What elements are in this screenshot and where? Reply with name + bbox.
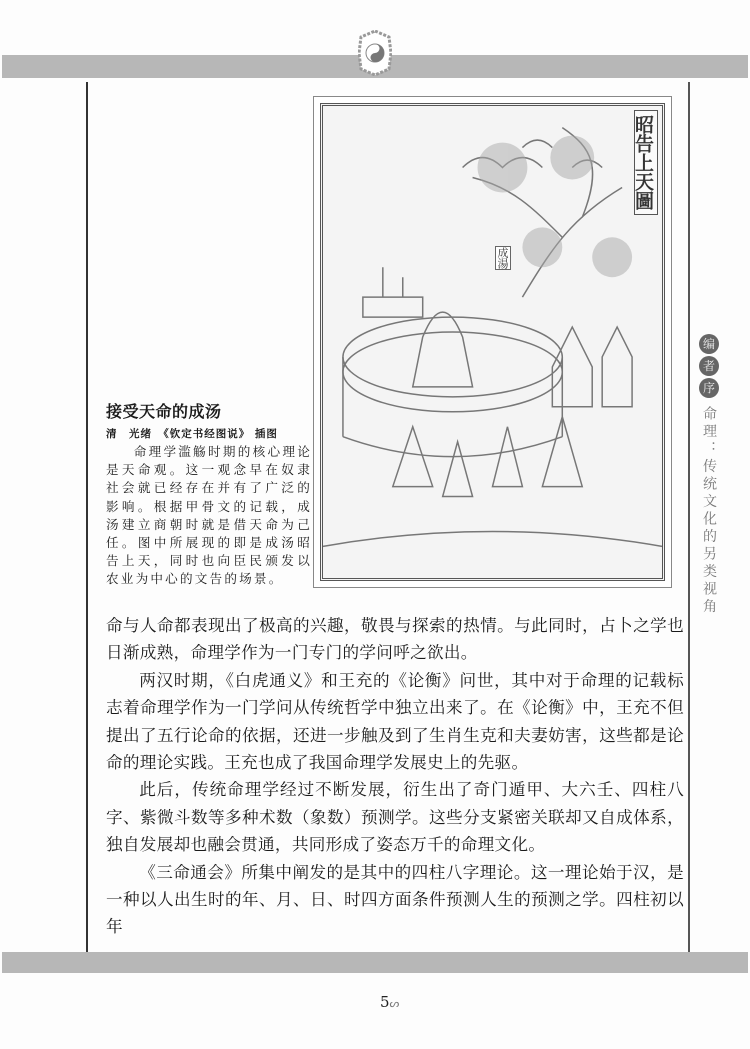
page-number [380,993,399,1011]
illustration-frame [313,96,672,588]
caption-title: 接受天命的成汤 [106,402,222,421]
side-badge-char: 编 [699,334,719,354]
page-flourish-icon: ᔕ [389,997,400,1010]
side-badge-char: 者 [699,356,719,376]
illustration-woodcut [320,103,665,581]
page-number-text: 5 [380,993,390,1011]
right-margin-rule [688,82,690,952]
paragraph: 此后，传统命理学经过不断发展，衍生出了奇门遁甲、大六壬、四柱八字、紫微斗数等多种术数（象数）预测学。这些分支紧密关联却又自成体系，独自发展却也融会贯通，共同形成了姿态万千的命理文化。 [106,780,684,855]
bagua-taiji-icon [358,30,392,76]
side-badge-char: 序 [699,378,719,398]
main-body-text [106,612,684,941]
paragraph: 两汉时期，《白虎通义》和王充的《论衡》问世，其中对于命理的记载标志着命理学作为一门学问从传统哲学中独立出来了。在《论衡》中，王充不但提出了五行论命的依据，还进一步触及到了生肖生克和夫妻妨害，这些都是论命的理论实践。王充也成了我国命理学发展史上的先驱。 [106,670,684,773]
side-section-tab [697,334,721,616]
illustration-title: 昭告上天圖 [634,110,658,215]
left-margin-rule [86,82,88,952]
side-chapter-title: 命理：传统文化的另类视角 [701,406,717,616]
paragraph: 命与人命都表现出了极高的兴趣，敬畏与探索的热情。与此同时，占卜之学也日渐成熟，命理学作为一门专门的学问呼之欲出。 [106,616,684,663]
illustration-caption [106,399,312,589]
footer-band [2,952,748,973]
caption-body: 命理学滥觞时期的核心理论是天命观。这一观念早在奴隶社会就已经存在并有了广泛的影响。根据甲骨文的记载，成汤建立商朝时就是借天命为己任。图中所展现的即是成汤昭告上天，同时也向臣民颁发以农业为中心的文告的场景。 [106,444,312,587]
paragraph: 《三命通会》所集中阐发的是其中的四柱八字理论。这一理论始于汉，是一种以人出生时的年、月、日、时四方面条件预测人生的预测之学。四柱初以年 [106,862,684,937]
illustration-figure-label: 成湯 [496,247,509,269]
caption-source: 清 光绪 《钦定书经图说》 插图 [106,428,278,440]
woodcut-scene-image [323,106,662,578]
